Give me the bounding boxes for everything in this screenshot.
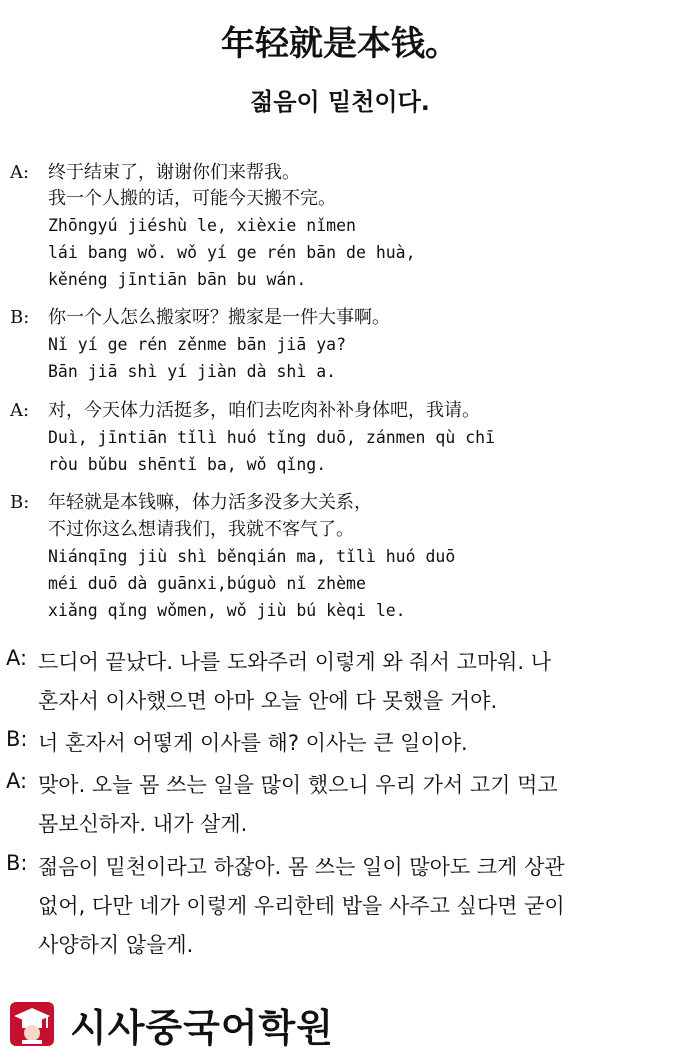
korean-line: 젊음이 밑천이라고 하잖아. 몸 쓰는 일이 많아도 크게 상관	[38, 855, 565, 879]
korean-line: 사양하지 않을게.	[38, 933, 194, 957]
korean-line: 혼자서 이사했으면 아마 오늘 안에 다 못했을 거야.	[38, 689, 498, 713]
korean-line: 몸보신하자. 내가 살게.	[38, 812, 248, 836]
chinese-line: 终于结束了，谢谢你们来帮我。	[48, 162, 300, 183]
pinyin-line: lái bang wǒ. wǒ yí ge rén bān de huà,	[48, 243, 416, 262]
graduate-cap-icon	[8, 1000, 56, 1048]
speaker-label: A:	[6, 769, 28, 793]
pinyin-line: Nǐ yí ge rén zěnme bān jiā ya?	[48, 335, 347, 354]
pinyin-line: ròu bǔbu shēntǐ ba, wǒ qǐng.	[48, 455, 327, 474]
chinese-line: 对，今天体力活挺多，咱们去吃肉补补身体吧，我请。	[48, 400, 480, 421]
pinyin-line: Zhōngyú jiéshù le, xièxie nǐmen	[48, 216, 356, 235]
chinese-line: 年轻就是本钱嘛，体力活多没多大关系，	[48, 492, 372, 513]
pinyin-line: Duì, jīntiān tǐlì huó tǐng duō, zánmen qù chī	[48, 428, 496, 447]
page-title: 年轻就是本钱。	[221, 24, 459, 64]
pinyin-line: kěnéng jīntiān bān bu wán.	[48, 270, 307, 289]
pinyin-line: méi duō dà guānxi,búguò nǐ zhème	[48, 574, 366, 593]
speaker-label: B:	[10, 307, 30, 328]
korean-line: 너 혼자서 어떻게 이사를 해? 이사는 큰 일이야.	[38, 731, 468, 755]
speaker-label: A:	[10, 400, 30, 421]
speaker-label: B:	[6, 851, 28, 875]
speaker-label: A:	[6, 646, 28, 670]
brand-name: 시사중국어학원	[70, 1005, 334, 1050]
speaker-label: A:	[10, 162, 30, 183]
korean-line: 드디어 끝났다. 나를 도와주러 이렇게 와 줘서 고마워. 나	[38, 650, 552, 674]
pinyin-line: xiǎng qǐng wǒmen, wǒ jiù bú kèqi le.	[48, 601, 406, 620]
brand-logo	[8, 996, 334, 1052]
speaker-label: B:	[6, 727, 28, 751]
page-subtitle: 젊음이 밑천이다.	[250, 88, 430, 116]
chinese-line: 我一个人搬的话，可能今天搬不完。	[48, 188, 336, 209]
speaker-label: B:	[10, 492, 30, 513]
pinyin-line: Bān jiā shì yí jiàn dà shì a.	[48, 362, 337, 381]
chinese-line: 你一个人怎么搬家呀？搬家是一件大事啊。	[48, 307, 390, 328]
chinese-line: 不过你这么想请我们，我就不客气了。	[48, 519, 354, 540]
korean-line: 없어, 다만 네가 이렇게 우리한테 밥을 사주고 싶다면 굳이	[38, 894, 565, 918]
korean-line: 맞아. 오늘 몸 쓰는 일을 많이 했으니 우리 가서 고기 먹고	[38, 773, 558, 797]
pinyin-line: Niánqīng jiù shì běnqián ma, tǐlì huó duō	[48, 547, 456, 566]
